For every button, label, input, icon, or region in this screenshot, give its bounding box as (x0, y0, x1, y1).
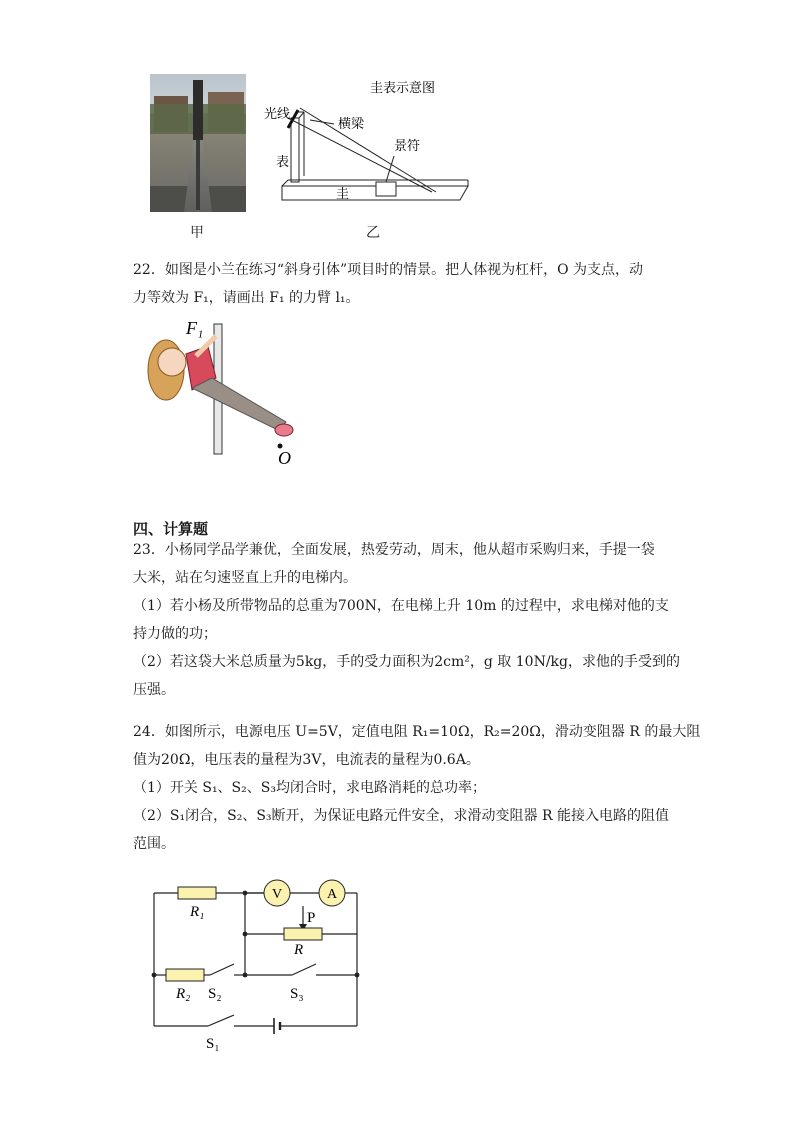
label-gui: 圭 (336, 186, 350, 201)
gnomon-diagram (258, 78, 478, 218)
q24-line-3: （1）开关 S₁、S₂、S₃均闭合时，求电路消耗的总功率； (133, 780, 486, 796)
r1-label: R₁ (190, 904, 205, 920)
r-label: R (294, 942, 304, 958)
legs (192, 378, 286, 430)
lean-pull-figure (146, 318, 306, 468)
section-title: 四、计算题 (133, 520, 209, 538)
resistor-r2 (166, 969, 204, 981)
label-biao: 表 (276, 154, 290, 169)
shoe (275, 424, 293, 436)
question-22 (133, 256, 673, 312)
q24-line-4: （2）S₁闭合，S₂、S₃断开，为保证电路元件安全，求滑动变阻器 R 能接入电路的阻值 (133, 808, 669, 824)
r2-label: R₂ (176, 986, 191, 1002)
photo-caption: 甲 (190, 225, 204, 241)
force-label: F₁ (186, 318, 204, 338)
jingfu-box (376, 182, 396, 196)
question-23 (133, 536, 680, 704)
ammeter-label: A (327, 887, 338, 902)
circuit-diagram (146, 876, 376, 1056)
biao-post (291, 118, 299, 182)
question-24 (133, 718, 701, 858)
label-beam: 横梁 (338, 116, 365, 131)
q23-line-6: 压强。 (133, 682, 175, 698)
s2-label: S₂ (208, 986, 222, 1002)
resistor-r1 (178, 887, 216, 899)
face (158, 348, 186, 376)
q24-line-2: 值为20Ω，电压表的量程为3V，电流表的量程为0.6A。 (133, 752, 480, 768)
q23-line-2: 大米，站在匀速竖直上升的电梯内。 (133, 570, 357, 586)
label-light: 光线 (264, 106, 291, 121)
gui-base (282, 186, 468, 200)
q23-line-1: 23．小杨同学品学兼优，全面发展，热爱劳动，周末，他从超市采购归来，手提一袋 (133, 542, 655, 558)
q22-line-1: 22．如图是小兰在练习“斜身引体”项目时的情景。把人体视为杠杆，O 为支点，动 (133, 262, 644, 278)
q23-line-3: （1）若小杨及所带物品的总重为700N，在电梯上升 10m 的过程中，求电梯对他的支 (133, 598, 669, 614)
s3-label: S₃ (290, 986, 304, 1002)
gnomon-photo (150, 74, 246, 212)
q24-line-1: 24．如图所示，电源电压 U=5V，定值电阻 R₁=10Ω，R₂=20Ω，滑动变阻器 R 的最大阻 (133, 724, 701, 740)
q23-line-4: 持力做的功； (133, 626, 217, 642)
rheostat-r (284, 928, 322, 940)
voltmeter-label: V (272, 887, 283, 902)
q24-line-5: 范围。 (133, 836, 175, 852)
label-jingfu: 景符 (394, 138, 421, 153)
q23-line-5: （2）若这袋大米总质量为5kg，手的受力面积为2cm²，g 取 10N/kg，求他的手受到的 (133, 654, 680, 670)
q22-line-2: 力等效为 F₁，请画出 F₁ 的力臂 l₁。 (133, 290, 360, 306)
pivot-label: O (278, 448, 291, 468)
diagram-caption: 乙 (366, 225, 380, 241)
p-label: P (307, 910, 316, 926)
diagram-title: 圭表示意图 (370, 80, 436, 95)
s1-label: S₁ (206, 1036, 220, 1052)
